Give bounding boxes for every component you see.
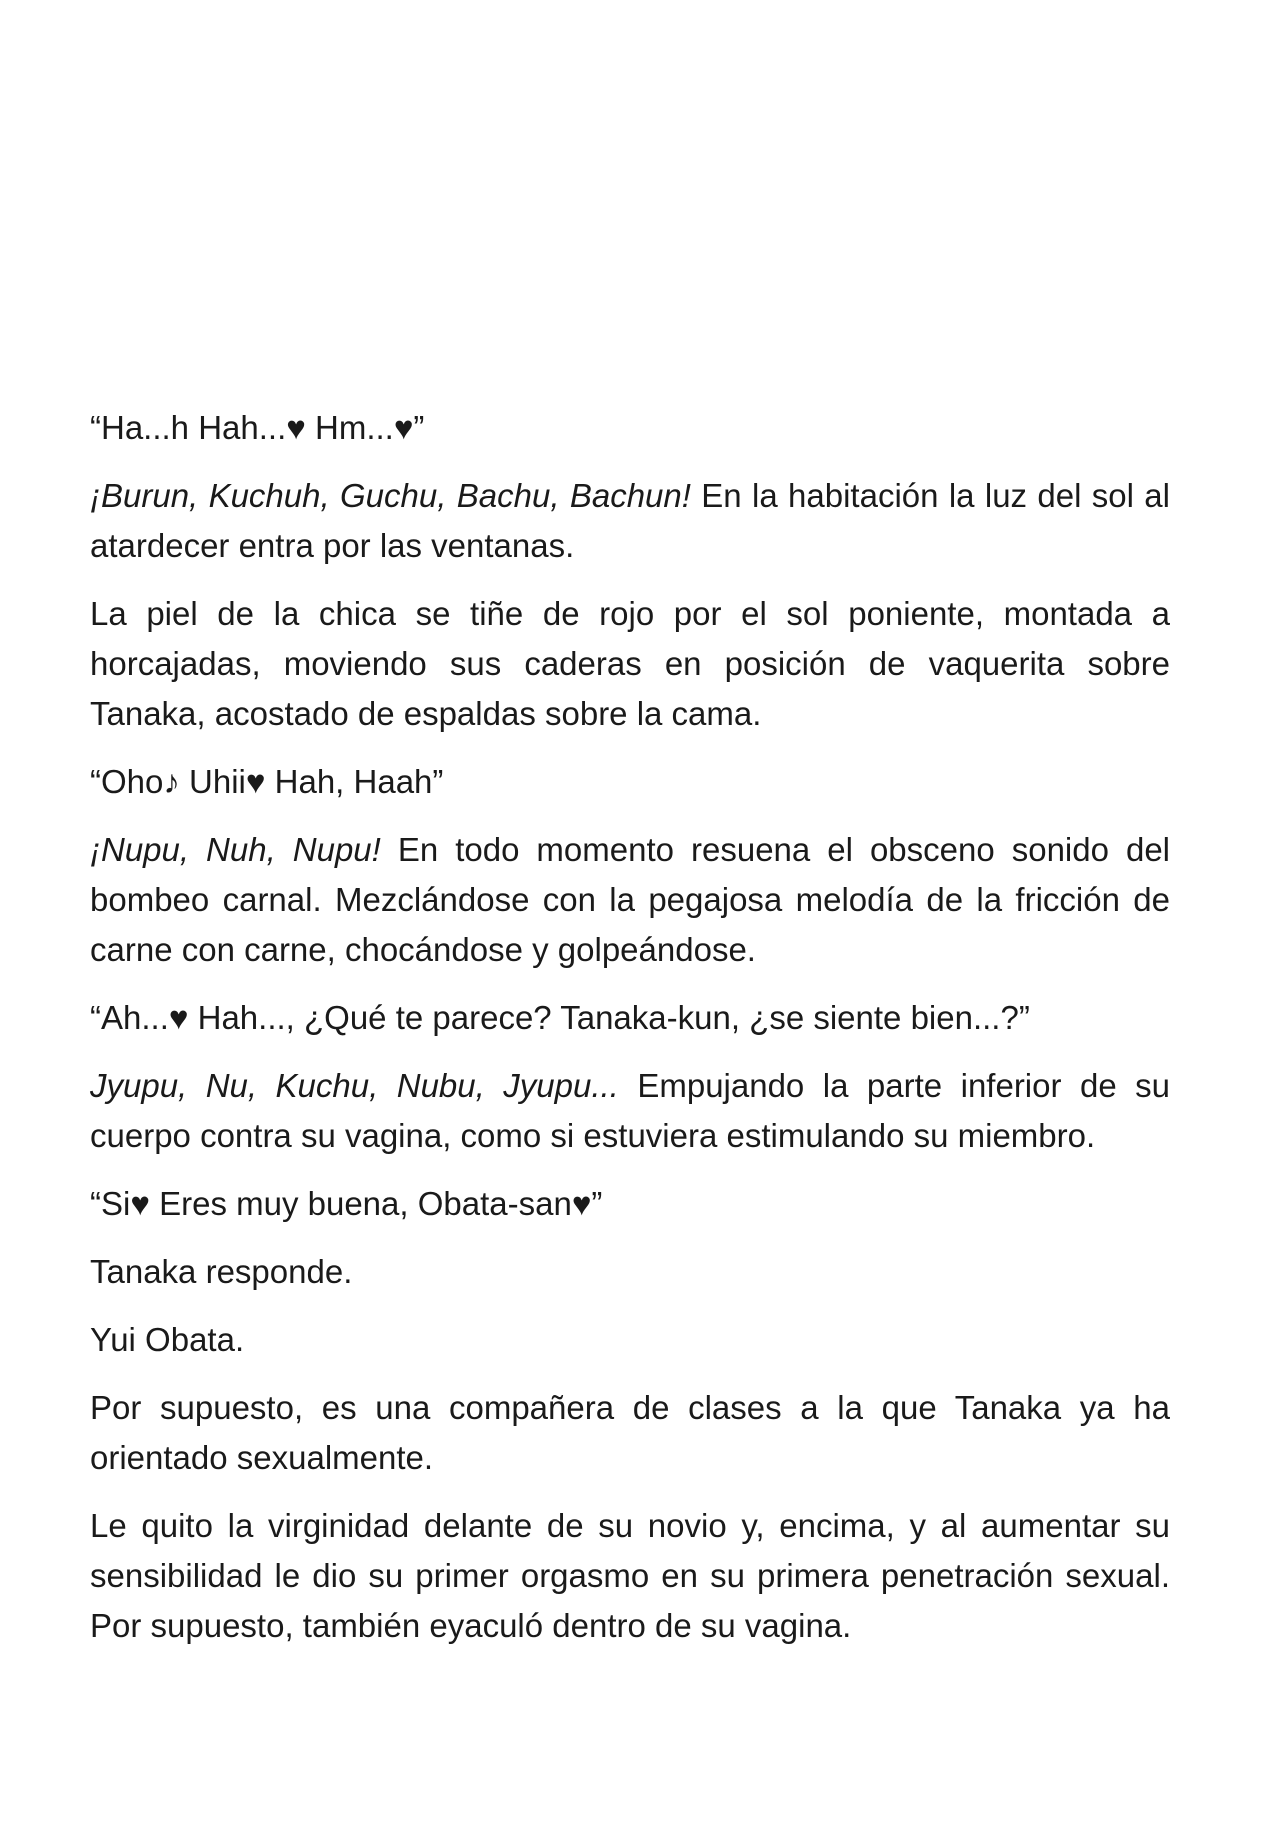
onomatopoeia-text-segment: ¡Burun, Kuchuh, Guchu, Bachu, Bachun! [90,477,691,514]
text-segment: La piel de la chica se tiñe de rojo por el sol poniente, montada a horcajadas, moviendo sus caderas en posición de vaquerita sobre Tanaka, acostado de espaldas sobre la cama. [90,595,1170,732]
paragraph [90,1247,1170,1297]
text-segment: “Ah...♥ Hah..., ¿Qué te parece? Tanaka-kun, ¿se siente bien...?” [90,999,1030,1036]
text-segment: En todo momento resuena el obsceno sonido del bombeo carnal. Mezclándose con la pegajosa melodía de la fricción de carne con carne, chocándose y golpeándose. [90,831,1170,968]
paragraph [90,1315,1170,1365]
onomatopoeia-text-segment: Jyupu, Nu, Kuchu, Nubu, Jyupu... [90,1067,619,1104]
text-block [90,403,1170,1651]
text-segment: Le quito la virginidad delante de su novio y, encima, y al aumentar su sensibilidad le dio su primer orgasmo en su primera penetración sexual. Por supuesto, también eyaculó dentro de su vagina. [90,1507,1170,1644]
text-segment: En la habitación la luz del sol al atardecer entra por las ventanas. [90,477,1170,564]
text-segment: Empujando la parte inferior de su cuerpo contra su vagina, como si estuviera estimulando su miembro. [90,1067,1170,1154]
text-segment: Tanaka responde. [90,1253,353,1290]
paragraph [90,1179,1170,1229]
paragraph [90,403,1170,453]
text-segment: Por supuesto, es una compañera de clases a la que Tanaka ya ha orientado sexualmente. [90,1389,1170,1476]
text-segment: “Oho♪ Uhii♥ Hah, Haah” [90,763,444,800]
paragraph [90,757,1170,807]
paragraph [90,1383,1170,1483]
text-segment: “Ha...h Hah...♥ Hm...♥” [90,409,425,446]
text-segment: “Si♥ Eres muy buena, Obata-san♥” [90,1185,603,1222]
paragraph [90,993,1170,1043]
paragraph [90,1501,1170,1651]
onomatopoeia-text-segment: ¡Nupu, Nuh, Nupu! [90,831,381,868]
text-segment: Yui Obata. [90,1321,245,1358]
paragraph [90,589,1170,739]
paragraph [90,471,1170,571]
paragraph [90,825,1170,975]
paragraph [90,1061,1170,1161]
